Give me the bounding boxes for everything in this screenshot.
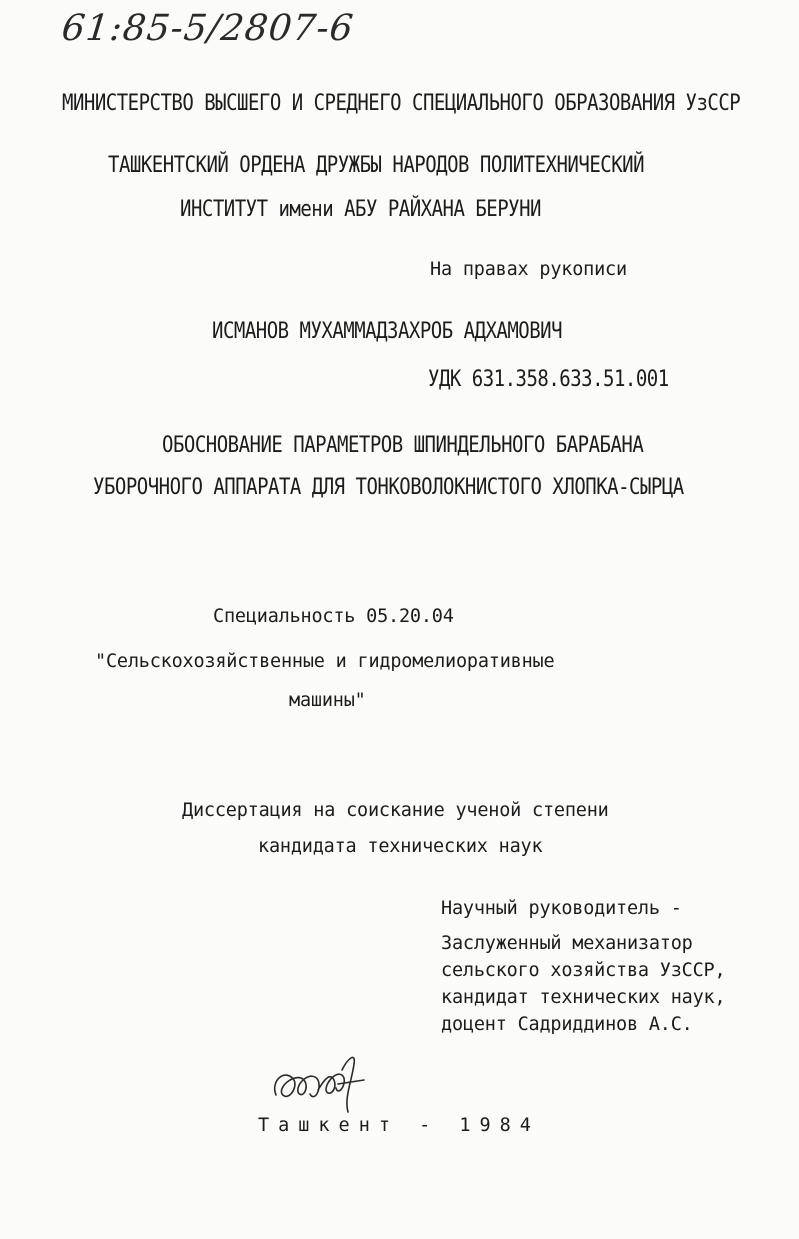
signature-icon — [268, 1050, 378, 1120]
udc-code: УДК 631.358.633.51.001 — [428, 366, 669, 392]
title-line-1: ОБОСНОВАНИЕ ПАРАМЕТРОВ ШПИНДЕЛЬНОГО БАРАБАНА — [162, 432, 644, 458]
specialty-code: Специальность 05.20.04 — [213, 606, 454, 627]
city-year: Ташкент - 1984 — [258, 1115, 540, 1136]
specialty-name-1: "Сельскохозяйственные и гидромелиоративные — [95, 651, 555, 672]
manuscript-rights: На правах рукописи — [430, 259, 627, 280]
supervisor-line-4: доцент Садриддинов А.С. — [441, 1014, 693, 1035]
institute-line-2: ИНСТИТУТ имени АБУ РАЙХАНА БЕРУНИ — [180, 196, 541, 222]
dissertation-line-2: кандидата технических наук — [258, 836, 543, 857]
supervisor-line-1: Заслуженный механизатор — [441, 933, 693, 954]
specialty-name-2: машины" — [289, 690, 366, 711]
author-name: ИСМАНОВ МУХАММАДЗАХРОБ АДХАМОВИЧ — [212, 318, 563, 344]
institute-line-1: ТАШКЕНТСКИЙ ОРДЕНА ДРУЖБЫ НАРОДОВ ПОЛИТЕХНИЧЕСКИЙ — [108, 152, 645, 178]
archive-number: 61:85-5/2807-6 — [59, 8, 356, 49]
supervisor-line-2: сельского хозяйства УзССР, — [441, 960, 726, 981]
supervisor-role: Научный руководитель - — [441, 898, 682, 919]
supervisor-line-3: кандидат технических наук, — [441, 987, 726, 1008]
dissertation-line-1: Диссертация на соискание ученой степени — [182, 800, 609, 821]
title-line-2: УБОРОЧНОГО АППАРАТА ДЛЯ ТОНКОВОЛОКНИСТОГО ХЛОПКА-СЫРЦА — [93, 474, 684, 500]
ministry-line: МИНИСТЕРСТВО ВЫСШЕГО И СРЕДНЕГО СПЕЦИАЛЬНОГО ОБРАЗОВАНИЯ УзССР — [62, 90, 741, 116]
